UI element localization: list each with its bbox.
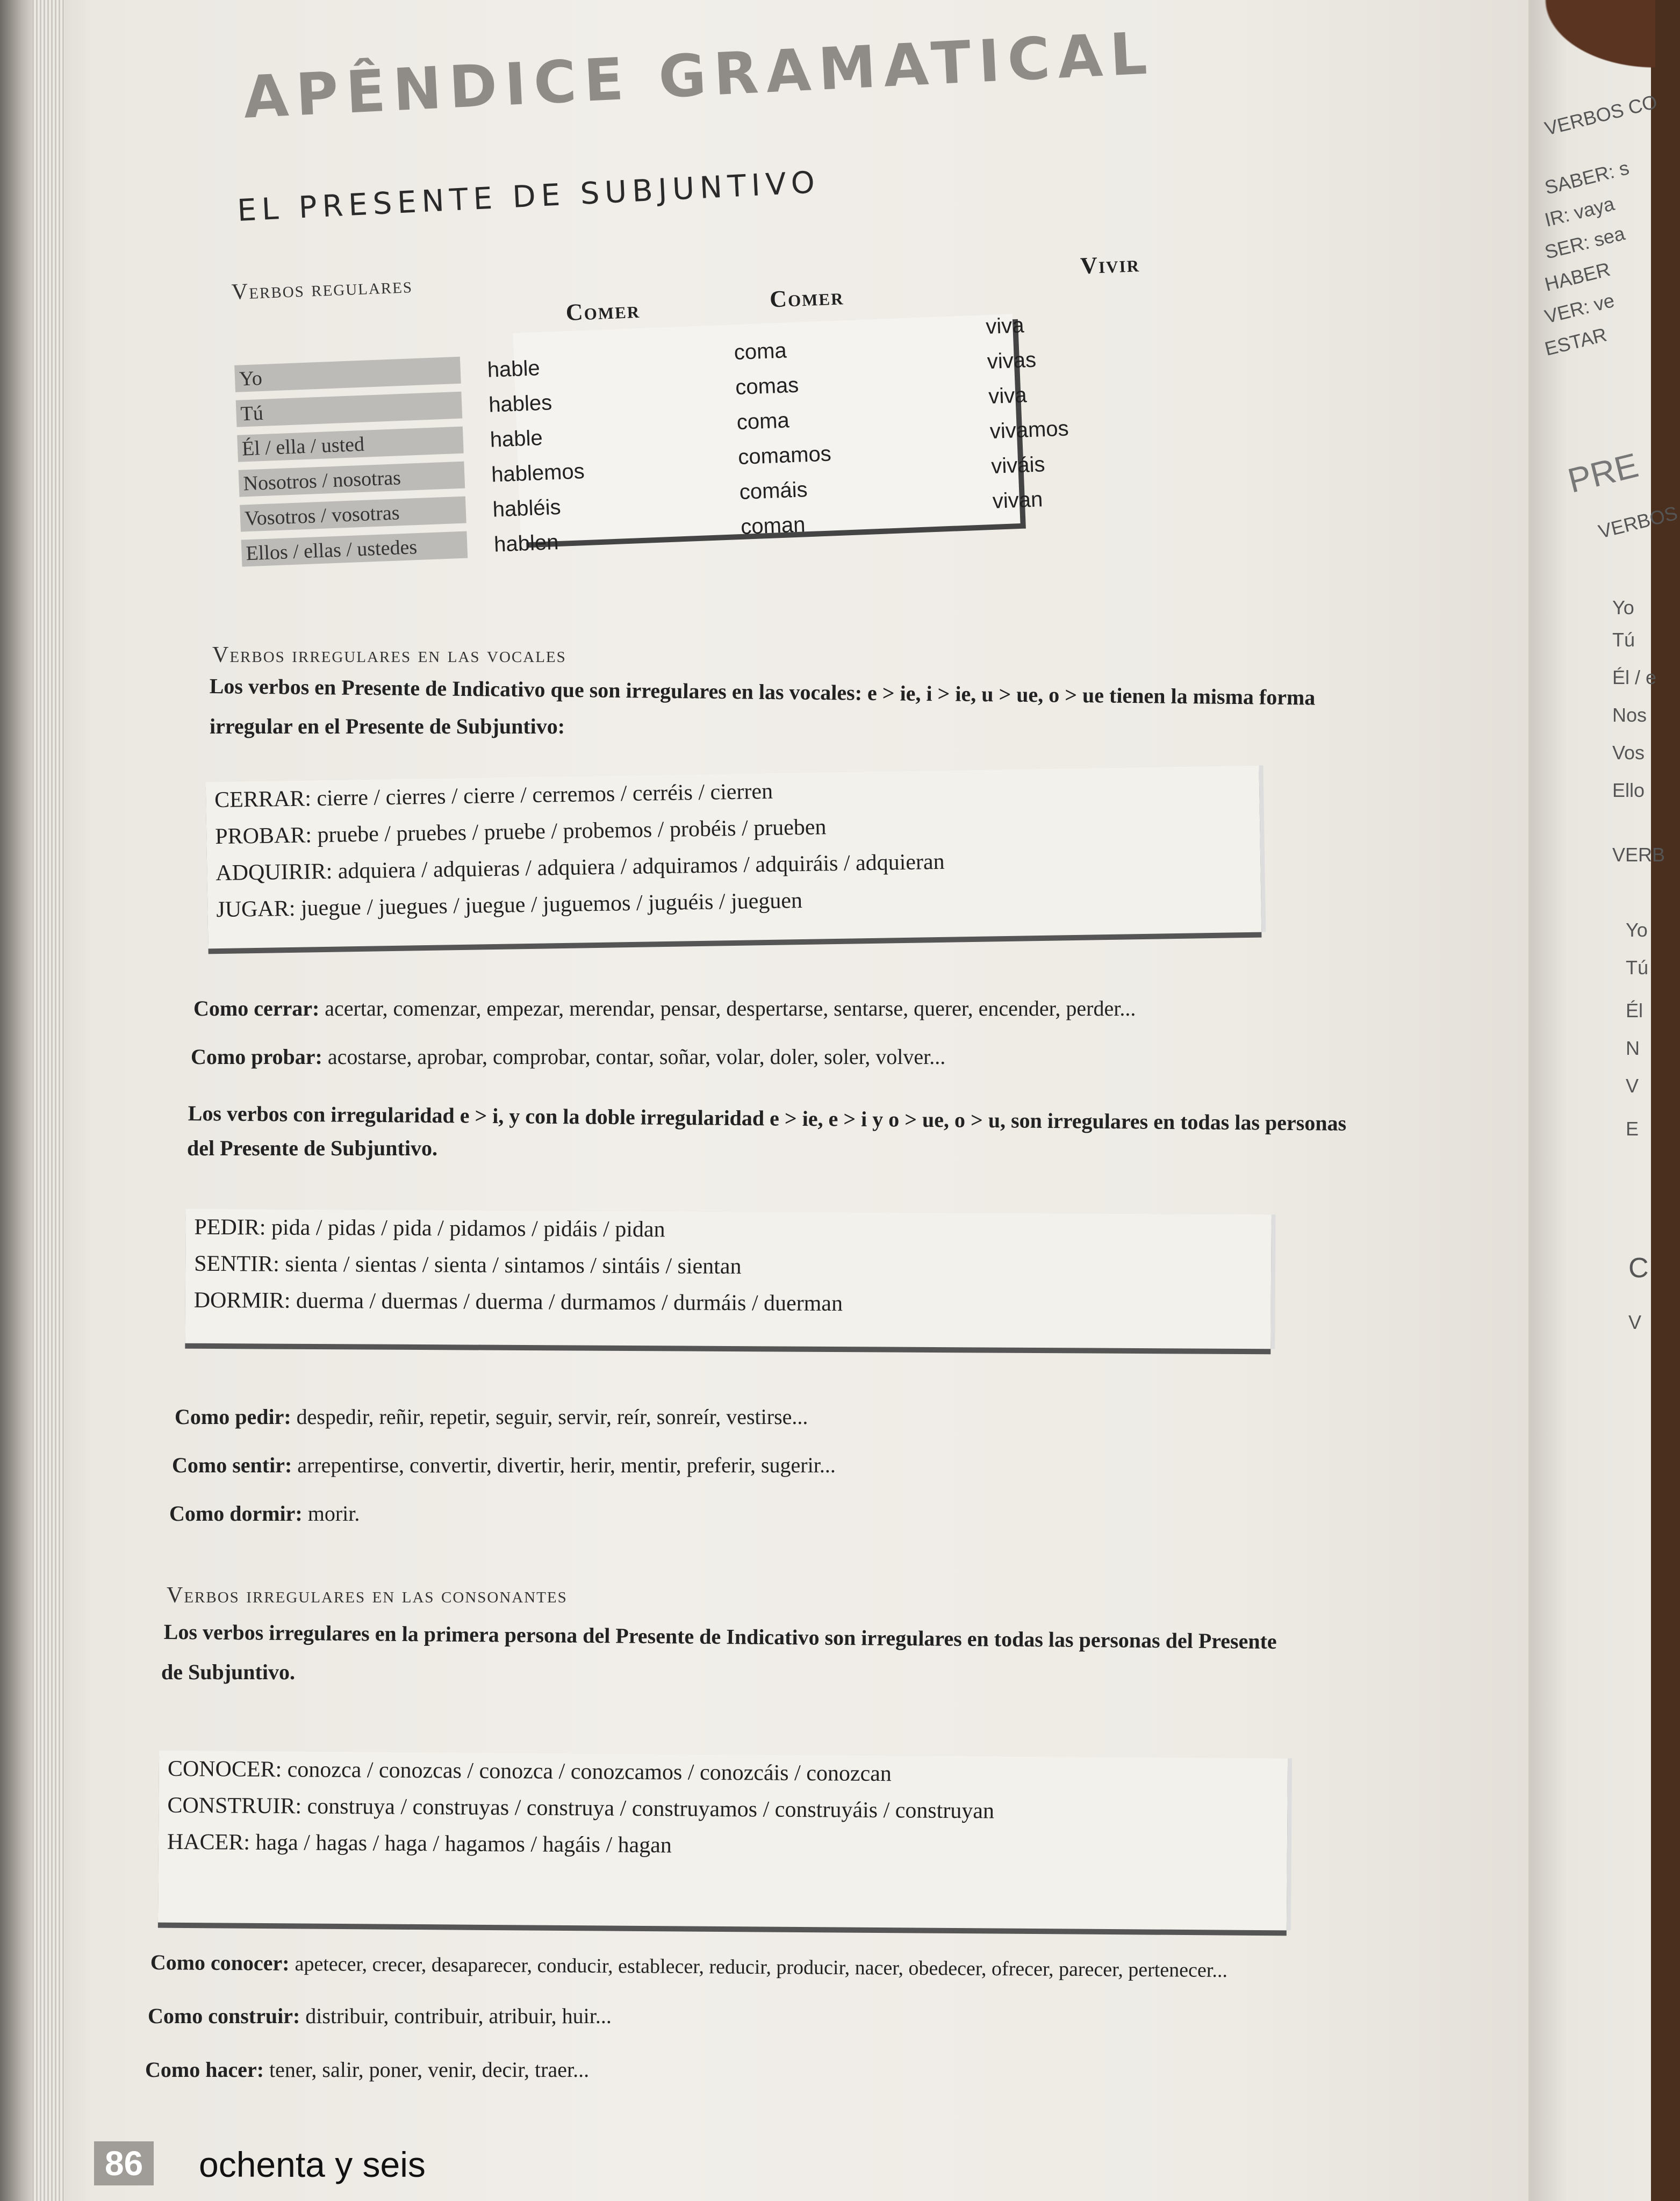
section-title: EL PRESENTE DE SUBJUNTIVO (236, 164, 821, 228)
form-comer: comáis (739, 478, 808, 504)
form-vivir: viva (988, 383, 1028, 409)
conj-cerrar: CERRAR: cierre / cierres / cierre / cerremos / cerréis / cierren (214, 779, 773, 813)
form-hablar: hablemos (491, 459, 585, 487)
como-hacer-list: tener, salir, poner, venir, decir, traer... (269, 2058, 590, 2082)
como-pedir-list: despedir, reñir, repetir, seguir, servir, reír, sonreír, vestirse... (296, 1405, 808, 1429)
como-dormir-list: morir. (307, 1501, 360, 1526)
como-hacer (145, 2055, 589, 2084)
conj-pedir: PEDIR: pida / pidas / pida / pidamos / pidáis / pidan (194, 1214, 665, 1242)
right-page-line: ESTAR (1542, 323, 1609, 360)
pronoun-vosotros: Vosotros / vosotras (240, 497, 466, 532)
conj-construir: CONSTRUIR: construya / construyas / construya / construyamos / construyáis / construyan (167, 1793, 995, 1824)
double-conjugation-box (185, 1209, 1271, 1349)
header-vivir: Vivir (1080, 250, 1140, 279)
como-pedir (175, 1402, 808, 1432)
como-dormir (169, 1499, 360, 1528)
como-cerrar-list: acertar, comenzar, empezar, merendar, pensar, despertarse, sentarse, querer, encender, perder... (325, 996, 1136, 1020)
right-page-pronoun: Tú (1626, 956, 1649, 979)
form-comer: comas (735, 373, 799, 400)
form-vivir: vivamos (989, 416, 1069, 443)
right-page-sub: VERB (1612, 844, 1665, 866)
consonant-irregular-label: Verbos irregulares en las consonantes (167, 1583, 568, 1608)
right-page-fragment: V (1628, 1311, 1642, 1333)
como-sentir-list: arrepentirse, convertir, divertir, herir, mentir, preferir, sugerir... (297, 1453, 836, 1477)
double-irregular-line-1: Los verbos con irregularidad e > i, y con la doble irregularidad e > ie, e > i y o > ue, o > u, son irregulares en todas las personas (188, 1100, 1347, 1135)
right-page-pronoun: V (1626, 1075, 1639, 1097)
conj-sentir: SENTIR: sienta / sientas / sienta / sintamos / sintáis / sientan (194, 1251, 742, 1279)
right-page-pronoun: Tú (1612, 629, 1635, 651)
right-page-pronoun: Yo (1626, 919, 1648, 941)
page-title: APÊNDICE GRAMATICAL (242, 20, 1157, 132)
como-pedir-lead: Como pedir: (175, 1405, 291, 1429)
form-hablar: hables (488, 391, 552, 417)
form-comer: coman (740, 513, 806, 539)
conj-probar: PROBAR: pruebe / pruebes / pruebe / probemos / probéis / prueben (214, 815, 827, 850)
como-dormir-lead: Como dormir: (169, 1501, 303, 1526)
conj-hacer: HACER: haga / hagas / haga / hagamos / hagáis / hagan (167, 1829, 672, 1858)
como-probar (191, 1042, 945, 1071)
consonant-intro-line-2: de Subjuntivo. (161, 1660, 295, 1684)
page-number: 86 (94, 2141, 154, 2185)
right-page-line: SABER: s (1542, 156, 1632, 199)
right-page-line: IR: vaya (1542, 192, 1617, 231)
right-page-line: VER: ve (1542, 289, 1617, 328)
form-comer: comamos (737, 442, 832, 470)
como-construir-list: distribuir, contribuir, atribuir, huir... (305, 2004, 612, 2028)
regular-verbs-label: Verbos regulares (231, 273, 413, 305)
vowel-intro-line-2: irregular en el Presente de Subjuntivo: (210, 714, 565, 738)
right-page-pronoun: Él (1626, 999, 1643, 1022)
right-page-sub: VERBOS (1596, 501, 1680, 543)
form-hablar: hablen (493, 530, 559, 557)
pronoun-nosotros: Nosotros / nosotras (239, 462, 465, 497)
como-construir (148, 2002, 612, 2031)
vowel-irregular-label: Verbos irregulares en las vocales (212, 643, 566, 667)
como-probar-list: acostarse, aprobar, comprobar, contar, soñar, volar, doler, soler, volver... (327, 1045, 946, 1069)
right-page-pronoun: N (1626, 1037, 1640, 1059)
como-hacer-lead: Como hacer: (145, 2058, 264, 2082)
right-page-line: HABER (1542, 257, 1613, 296)
como-cerrar-lead: Como cerrar: (193, 996, 320, 1020)
page-stack-edges (32, 0, 64, 2201)
right-page-line: VERBOS CO (1542, 90, 1660, 140)
pronoun-ellos: Ellos / ellas / ustedes (241, 531, 468, 567)
right-page-pronoun: Vos (1612, 742, 1645, 764)
right-page-pronoun: Él / e (1612, 666, 1657, 688)
form-comer: coma (736, 408, 790, 435)
form-vivir: viváis (990, 452, 1046, 478)
form-hablar: habléis (492, 495, 562, 522)
consonant-intro-line-1: Los verbos irregulares en la primera persona del Presente de Indicativo son irregulares en todas las personas del Presente (163, 1619, 1277, 1654)
como-cerrar (193, 994, 1136, 1023)
form-comer: coma (734, 339, 787, 365)
regular-verbs-table (231, 240, 1263, 580)
como-probar-lead: Como probar: (191, 1045, 322, 1069)
como-construir-lead: Como construir: (148, 2004, 300, 2028)
right-page-fragment: C (1628, 1253, 1649, 1284)
desk-corner (1516, 0, 1655, 86)
como-conocer-list: apetecer, crecer, desaparecer, conducir, establecer, reducir, producir, nacer, obedecer, ofrecer, parecer, pertenecer... (295, 1952, 1228, 1982)
pronoun-tu: Tú (236, 392, 463, 427)
como-sentir-lead: Como sentir: (172, 1453, 292, 1477)
form-vivir: vivan (992, 487, 1044, 513)
pronoun-yo: Yo (234, 357, 461, 392)
header-comer: Comer (769, 283, 845, 313)
right-page-pronoun: Ello (1612, 779, 1645, 801)
form-vivir: vivas (987, 348, 1037, 374)
como-conocer-lead: Como conocer: (150, 1950, 290, 1975)
header-comer: Comer (565, 296, 641, 326)
right-page-pronoun: Nos (1612, 704, 1647, 726)
conj-conocer: CONOCER: conozca / conozcas / conozca / conozcamos / conozcáis / conozcan (167, 1756, 892, 1787)
vowel-conjugation-box (206, 766, 1262, 949)
form-hablar: hable (489, 426, 543, 452)
right-page (1532, 0, 1680, 2201)
vowel-intro-line-1: Los verbos en Presente de Indicativo que son irregulares en las vocales: e > ie, i > ie, u > ue, o > ue tienen la misma forma (209, 673, 1316, 710)
form-hablar: hable (486, 356, 541, 382)
consonant-conjugation-box (158, 1751, 1288, 1931)
como-sentir (172, 1451, 836, 1480)
right-page-pronoun: Yo (1612, 596, 1634, 618)
pronoun-el: Él / ella / usted (237, 427, 464, 462)
conj-dormir: DORMIR: duerma / duermas / duerma / durmamos / durmáis / duerman (193, 1287, 843, 1317)
right-page-heading: PRE (1564, 445, 1642, 500)
page-number-words: ochenta y seis (199, 2145, 426, 2184)
right-page-pronoun: E (1626, 1118, 1639, 1140)
conj-jugar: JUGAR: juegue / juegues / juegue / juguemos / juguéis / jueguen (216, 888, 803, 923)
double-irregular-line-2: del Presente de Subjuntivo. (187, 1136, 437, 1160)
conj-adquirir: ADQUIRIR: adquiera / adquieras / adquiera / adquiramos / adquiráis / adquieran (215, 849, 945, 886)
form-vivir: viva (985, 313, 1025, 339)
right-page-line: SER: sea (1542, 222, 1627, 263)
